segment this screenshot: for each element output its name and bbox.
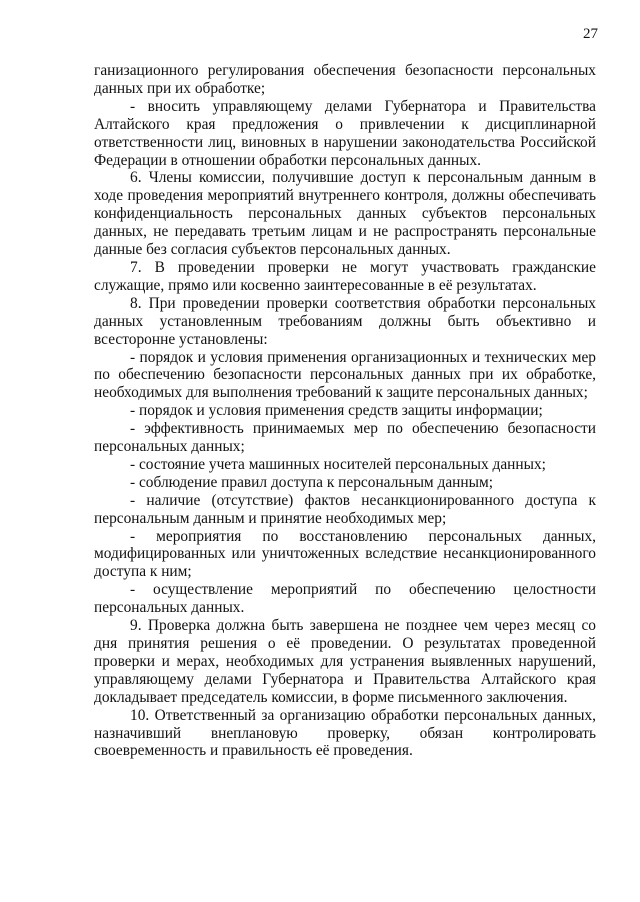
paragraph-continuation: ганизационного регулирования обеспечения безопасности персональных данных при их обработке; (94, 62, 596, 97)
list-item-protection-tools: - порядок и условия применения средств защиты информации; (130, 402, 543, 420)
paragraph-item-propose-liability: - вносить управляющему делами Губернатора и Правительства Алтайского края предложения о привлечении к дисциплинарной ответственности лиц, виновных в нарушении законодательства Российской Федерации в отношении обработки персональных данных. (94, 97, 596, 169)
paragraph-6-confidentiality: 6. Члены комиссии, получившие доступ к персональным данным в ходе проведения мероприятий внутреннего контроля, должны обеспечивать конфиденциальность персональных данных субъектов персональных данных, не передавать третьим лицам и не распространять персональные данные без согласия субъектов персональных данных. (94, 169, 596, 259)
page-number: 27 (583, 26, 598, 42)
list-item-effectiveness: - эффективность принимаемых мер по обеспечению безопасности персональных данных; (94, 420, 596, 456)
list-item-measures: - порядок и условия применения организационных и технических мер по обеспечению безопасности персональных данных при их обработке, необходимых для выполнения требований к защите персональных данных; (94, 348, 596, 402)
list-item-data-recovery: - мероприятия по восстановлению персональных данных, модифицированных или уничтоженных вследствие несанкционированного доступа к ним; (94, 527, 596, 581)
paragraph-8-inspection-scope: 8. При проведении проверки соответствия обработки персональных данных установленным требованиям должны быть объективно и всесторонне установлены: (94, 294, 596, 348)
list-item-media-accounting: - состояние учета машинных носителей персональных данных; (130, 455, 546, 473)
list-item-integrity: - осуществление мероприятий по обеспечению целостности персональных данных. (94, 581, 596, 617)
document-body (94, 62, 596, 760)
list-item-unauthorized-access: - наличие (отсутствие) фактов несанкционированного доступа к персональным данным и принятие необходимых мер; (94, 491, 596, 527)
paragraph-7-conflict-of-interest: 7. В проведении проверки не могут участвовать гражданские служащие, прямо или косвенно заинтересованные в её результатах. (94, 258, 596, 294)
list-item-access-rules: - соблюдение правил доступа к персональным данным; (130, 473, 493, 491)
paragraph-10-control: 10. Ответственный за организацию обработки персональных данных, назначивший внеплановую проверку, обязан контролировать своевременность и правильность её проведения. (94, 706, 596, 760)
paragraph-9-deadline: 9. Проверка должна быть завершена не позднее чем через месяц со дня принятия решения о её проведении. О результатах проведенной проверки и мерах, необходимых для устранения выявленных нарушений, управляющему делами Губернатора и Правительства Алтайского края докладывает председатель комиссии, в форме письменного заключения. (94, 617, 596, 706)
